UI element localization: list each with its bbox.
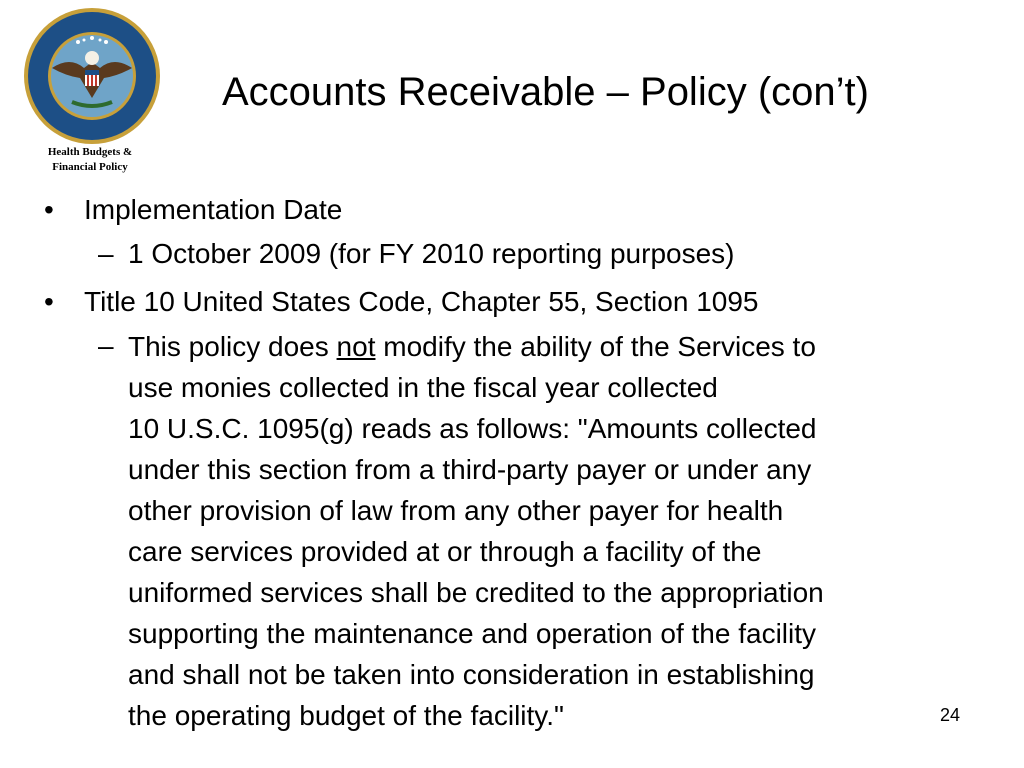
sub-bullet-implementation-date	[40, 234, 1000, 274]
dash-icon: –	[98, 330, 114, 361]
policy-line: uniformed services shall be credited to the appropriation	[128, 577, 824, 608]
policy-line: care services provided at or through a facility of the	[128, 536, 762, 567]
policy-emphasis-not: not	[336, 331, 376, 362]
bullet-title-10-code	[40, 278, 1000, 326]
bullet-implementation-date	[40, 186, 1000, 234]
bullet-icon: •	[44, 194, 54, 225]
dod-seal-icon	[22, 6, 162, 146]
policy-line: use monies collected in the fiscal year collected	[128, 372, 718, 403]
policy-line: supporting the maintenance and operation of the facility	[128, 618, 817, 649]
policy-line: under this section from a third-party payer or under any	[128, 454, 812, 485]
policy-line-1-suffix: modify the ability of the Services to	[375, 331, 816, 362]
policy-line: other provision of law from any other payer for health	[128, 495, 784, 526]
department-label-line-1: Health Budgets &	[47, 146, 133, 158]
slide-title: Accounts Receivable – Policy (con’t)	[222, 70, 869, 114]
policy-line: 10 U.S.C. 1095(g) reads as follows: "Amounts collected	[128, 413, 817, 444]
dash-icon: –	[98, 238, 114, 269]
slide-content	[40, 186, 1000, 736]
bullet-text: Title 10 United States Code, Chapter 55, Section 1095	[84, 286, 759, 317]
bullet-text: Implementation Date	[84, 194, 343, 225]
sub-bullet-policy-statement	[40, 326, 1000, 736]
policy-line-1-prefix: This policy does	[128, 331, 337, 362]
bullet-icon: •	[44, 286, 54, 317]
policy-line-1	[128, 326, 1000, 367]
policy-line: the operating budget of the facility."	[128, 700, 564, 731]
dod-seal-logo	[22, 6, 162, 146]
page-number: 24	[940, 705, 961, 725]
department-label	[20, 145, 160, 175]
department-label-line-2: Financial Policy	[52, 161, 128, 173]
sub-bullet-text: 1 October 2009 (for FY 2010 reporting purposes)	[128, 238, 735, 269]
policy-line: and shall not be taken into consideration in establishing	[128, 659, 815, 690]
